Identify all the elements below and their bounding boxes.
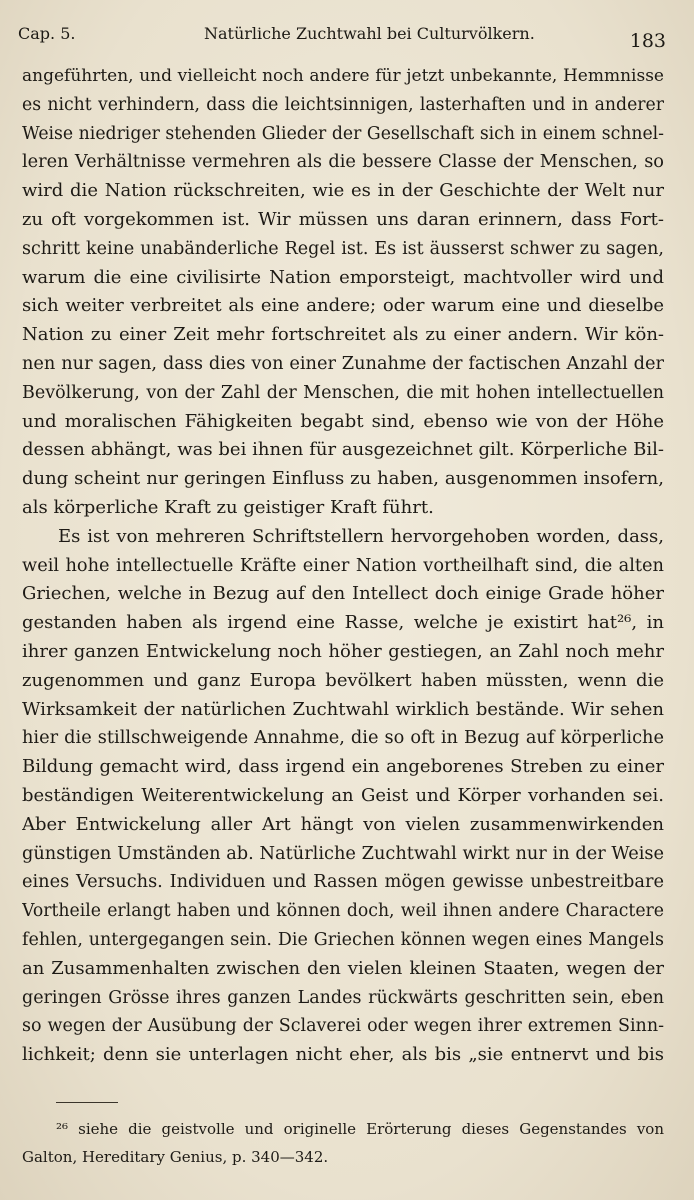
text-line: Nation zu einer Zeit mehr fortschreitet als zu einer andern. Wir kön-: [22, 324, 664, 346]
text-line: Wirksamkeit der natürlichen Zuchtwahl wirklich bestände. Wir sehen: [22, 698, 664, 720]
text-line: gestanden haben als irgend eine Rasse, welche je existirt hat²⁶, in: [22, 612, 664, 634]
text-line: nen nur sagen, dass dies von einer Zunahme der factischen Anzahl der: [22, 353, 664, 374]
text-line: Weise niedriger stehenden Glieder der Gesellschaft sich in einem schnel-: [22, 123, 664, 144]
text-line: eines Versuchs. Individuen und Rassen mögen gewisse unbestreitbare: [22, 872, 664, 893]
text-line: Aber Entwickelung aller Art hängt von vielen zusammenwirkenden: [22, 813, 664, 835]
text-line: beständigen Weiterentwickelung an Geist und Körper vorhanden sei.: [22, 784, 664, 806]
text-line: leren Verhältnisse vermehren als die bessere Classe der Menschen, so: [22, 152, 664, 173]
text-line: angeführten, und vielleicht noch andere für jetzt unbekannte, Hemmnisse: [22, 66, 664, 86]
text-line: geringen Grösse ihres ganzen Landes rückwärts geschritten sein, eben: [22, 987, 664, 1008]
text-line: dung scheint nur geringen Einfluss zu haben, ausgenommen insofern,: [22, 468, 664, 490]
text-line: es nicht verhindern, dass die leichtsinnigen, lasterhaften und in anderer: [22, 94, 664, 115]
text-line: so wegen der Ausübung der Sclaverei oder wegen ihrer extremen Sinn-: [22, 1016, 664, 1037]
text-line: hier die stillschweigende Annahme, die so oft in Bezug auf körperliche: [22, 728, 664, 749]
text-line: lichkeit; denn sie unterlagen nicht eher, als bis „sie entnervt und bis: [22, 1044, 664, 1066]
text-line: und moralischen Fähigkeiten begabt sind, ebenso wie von der Höhe: [22, 410, 664, 432]
text-line: zugenommen und ganz Europa bevölkert haben müssten, wenn die: [22, 669, 664, 691]
text-line: warum die eine civilisirte Nation emporsteigt, machtvoller wird und: [22, 266, 664, 288]
text-line: schritt keine unabänderliche Regel ist. Es ist äusserst schwer zu sagen,: [22, 238, 664, 259]
text-line: zu oft vorgekommen ist. Wir müssen uns daran erinnern, dass Fort-: [22, 208, 664, 230]
page-number: 183: [629, 30, 666, 52]
text-line: an Zusammenhalten zwischen den vielen kleinen Staaten, wegen der: [22, 957, 664, 979]
text-line: sich weiter verbreitet als eine andere; oder warum eine und dieselbe: [22, 295, 664, 317]
text-line: wird die Nation rückschreiten, wie es in der Geschichte der Welt nur: [22, 180, 664, 202]
text-line: Vortheile erlangt haben und können doch, weil ihnen andere Charactere: [22, 901, 664, 922]
running-header: [18, 22, 666, 52]
chapter-label: Cap. 5.: [18, 24, 76, 43]
footnote-line: Galton, Hereditary Genius, p. 340—342.: [22, 1148, 329, 1166]
paragraph-end-line: als körperliche Kraft zu geistiger Kraft führt.: [22, 496, 434, 518]
running-title: Natürliche Zuchtwahl bei Culturvölkern.: [204, 24, 535, 43]
text-line: dessen abhängt, was bei ihnen für ausgezeichnet gilt. Körperliche Bil-: [22, 439, 664, 461]
footnote-divider: [56, 1102, 118, 1103]
text-line: fehlen, untergegangen sein. Die Griechen können wegen eines Mangels: [22, 929, 664, 950]
footnote-line: ²⁶ siehe die geistvolle und originelle Erörterung dieses Gegenstandes von: [56, 1120, 664, 1138]
text-line: günstigen Umständen ab. Natürliche Zuchtwahl wirkt nur in der Weise: [22, 843, 664, 864]
text-line: Bildung gemacht wird, dass irgend ein angeborenes Streben zu einer: [22, 756, 664, 778]
paragraph-start-line: Es ist von mehreren Schriftstellern hervorgehoben worden, dass,: [58, 525, 664, 547]
text-line: Griechen, welche in Bezug auf den Intellect doch einige Grade höher: [22, 583, 664, 605]
footnote: [22, 1115, 664, 1171]
text-line: Bevölkerung, von der Zahl der Menschen, die mit hohen intellectuellen: [22, 382, 664, 403]
body-text: [22, 62, 664, 1070]
text-line: ihrer ganzen Entwickelung noch höher gestiegen, an Zahl noch mehr: [22, 640, 664, 662]
text-line: weil hohe intellectuelle Kräfte einer Nation vortheilhaft sind, die alten: [22, 555, 664, 576]
